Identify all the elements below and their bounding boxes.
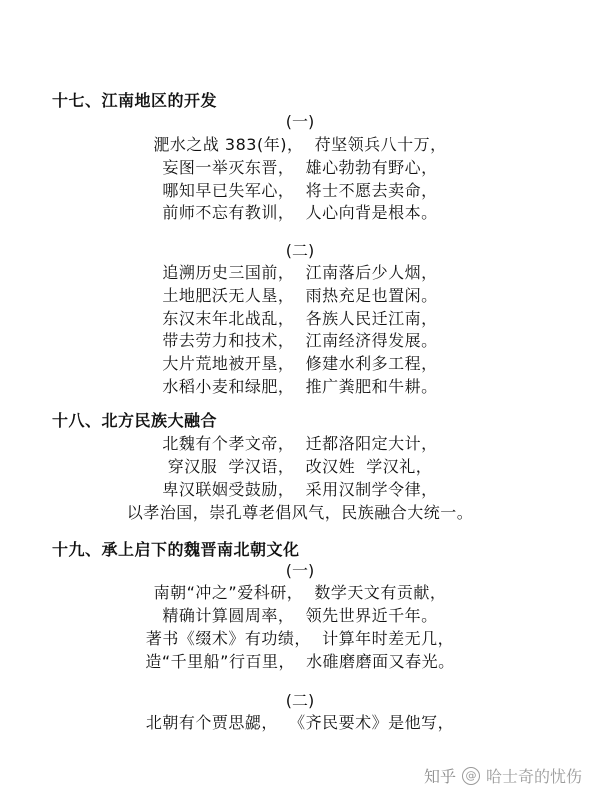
section-19-part-2-label: (二) bbox=[285, 691, 315, 710]
poem-line: 穿汉服 学汉语， 改汉姓 学汉礼， bbox=[167, 457, 433, 476]
poem-line: 妄图一举灭东晋， 雄心勃勃有野心， bbox=[162, 158, 438, 177]
poem-line: 前师不忘有教训， 人心向背是根本。 bbox=[162, 203, 438, 222]
poem-line: 土地肥沃无人垦， 雨热充足也置闲。 bbox=[162, 286, 438, 305]
section-19-part-1-label: (一) bbox=[285, 561, 315, 580]
zhihu-logo: 知乎 bbox=[423, 767, 456, 786]
poem-line: 卑汉联姻受鼓励， 采用汉制学令律， bbox=[162, 480, 438, 499]
poem-line: 哪知早已失军心， 将士不愿去卖命， bbox=[162, 181, 438, 200]
watermark-author: 哈士奇的忧伤 bbox=[485, 767, 582, 786]
poem-line: 北魏有个孝文帝， 迁都洛阳定大计， bbox=[162, 434, 438, 453]
poem-line: 著书《缀术》有功绩， 计算年时差无几， bbox=[145, 629, 455, 648]
poem-line: 南朝“冲之”爱科研， 数学天文有贡献， bbox=[153, 583, 447, 602]
section-18-heading: 十八、北方民族大融合 bbox=[52, 411, 218, 430]
poem-line: 以孝治国，崇孔尊老倡风气，民族融合大统一。 bbox=[126, 503, 474, 522]
poem-line: 大片荒地被开垦， 修建水利多工程， bbox=[162, 354, 438, 373]
poem-line: 追溯历史三国前， 江南落后少人烟， bbox=[162, 263, 438, 282]
section-17-part-2-label: (二) bbox=[285, 241, 315, 260]
poem-line: 水稻小麦和绿肥， 推广粪肥和牛耕。 bbox=[162, 377, 438, 396]
at-icon: @ bbox=[462, 767, 480, 785]
poem-line: 北朝有个贾思勰， 《齐民要术》是他写， bbox=[145, 713, 455, 732]
section-17-heading: 十七、江南地区的开发 bbox=[52, 91, 218, 110]
section-17-part-1-label: (一) bbox=[285, 112, 315, 131]
poem-line: 造“千里船”行百里， 水碓磨磨面又春光。 bbox=[145, 652, 455, 671]
poem-line: 淝水之战 383(年)， 苻坚领兵八十万， bbox=[153, 135, 447, 154]
watermark bbox=[424, 764, 582, 787]
poem-line: 东汉末年北战乱， 各族人民迁江南， bbox=[162, 309, 438, 328]
section-19-heading: 十九、承上启下的魏晋南北朝文化 bbox=[52, 540, 300, 559]
poem-line: 精确计算圆周率， 领先世界近千年。 bbox=[162, 606, 438, 625]
poem-line: 带去劳力和技术， 江南经济得发展。 bbox=[162, 331, 438, 350]
